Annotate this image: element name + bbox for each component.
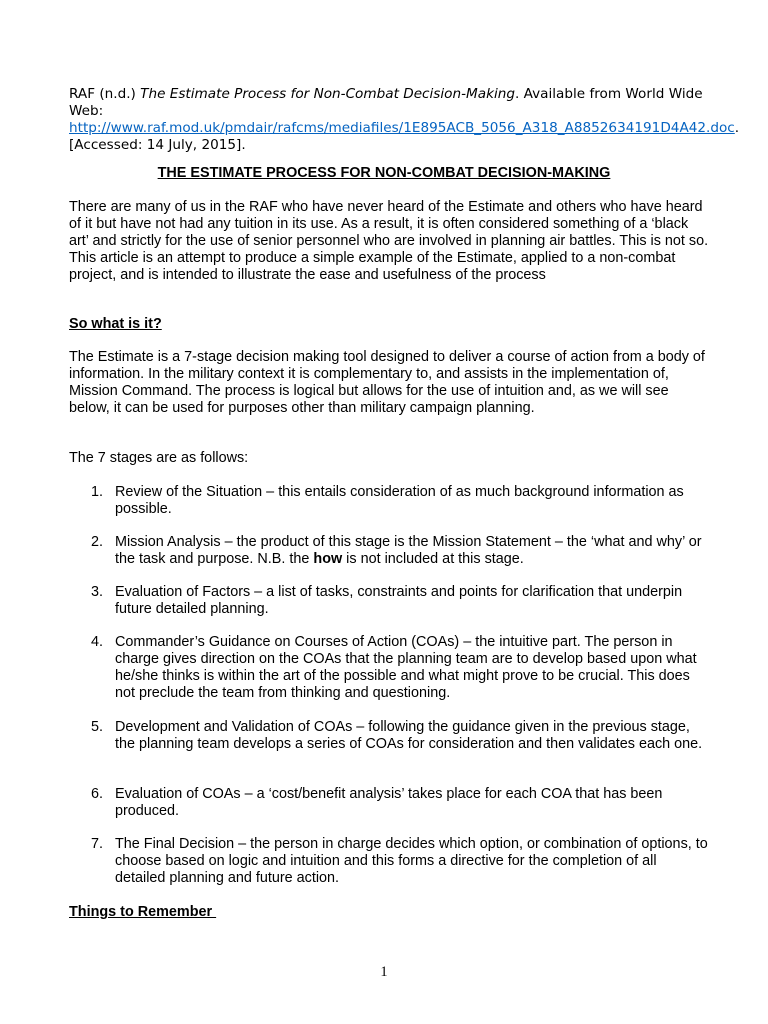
list-item-text bbox=[115, 534, 709, 568]
list-item-number: 3. bbox=[91, 584, 104, 600]
list-item-text-after: is not included at this stage. bbox=[342, 551, 524, 567]
section-paragraph-what-is-it: The Estimate is a 7-stage decision making tool designed to deliver a course of action from a body of information. In the military context it is complementary to, and assists in the implementation of, Mission Command. The process is logical but allows for the use of intuition and, as we will see below, it can be used for purposes other than military campaign planning. bbox=[69, 349, 705, 416]
list-item-number: 2. bbox=[91, 534, 104, 550]
list-item-text: The Final Decision – the person in charge decides which option, or combination of options, to choose based on logic and intuition and this forms a directive for the completion of all detailed planning and future action. bbox=[115, 836, 708, 886]
citation-prefix: RAF (n.d.) bbox=[69, 86, 141, 102]
document-title: THE ESTIMATE PROCESS FOR NON-COMBAT DECISION-MAKING bbox=[157, 165, 611, 181]
citation bbox=[69, 86, 740, 154]
page-number: 1 bbox=[380, 964, 388, 980]
list-item-text: Development and Validation of COAs – following the guidance given in the previous stage, the planning team develops a series of COAs for consideration and then validates each one. bbox=[115, 719, 703, 752]
list-item-text: Review of the Situation – this entails consideration of as much background information as possible. bbox=[115, 484, 684, 517]
list-item-text: Evaluation of Factors – a list of tasks, constraints and points for clarification that underpin future detailed planning. bbox=[115, 584, 683, 617]
list-item-bold-word: how bbox=[313, 551, 343, 567]
list-item-number: 5. bbox=[91, 719, 104, 735]
intro-paragraph: There are many of us in the RAF who have never heard of the Estimate and others who have heard of it but have not had any tuition in its use. As a result, it is often considered something of a ‘black art’ and strictly for the use of senior personnel who are involved in planning air battles. This is not so. This article is an attempt to produce a simple example of the Estimate, applied to a non-combat project, and is intended to illustrate the ease and usefulness of the process bbox=[69, 199, 709, 283]
citation-middle: . Available from World Wide Web: bbox=[69, 86, 703, 119]
list-item-number: 1. bbox=[91, 484, 104, 500]
citation-link[interactable]: http://www.raf.mod.uk/pmdair/rafcms/mediafiles/1E895ACB_5056_A318_A8852634191D4A42.doc bbox=[69, 120, 735, 136]
list-item-text: Evaluation of COAs – a ‘cost/benefit analysis’ takes place for each COA that has been produced. bbox=[115, 786, 663, 819]
list-item-text: Commander’s Guidance on Courses of Action (COAs) – the intuitive part. The person in charge gives direction on the COAs that the planning team are to develop based upon what he/she thinks is within the art of the possible and what might prove to be crucial. This does not preclude the team from thinking and questioning. bbox=[115, 634, 697, 701]
section-heading-things-to-remember: Things to Remember bbox=[69, 904, 217, 920]
citation-title: The Estimate Process for Non-Combat Decision-Making bbox=[140, 86, 515, 102]
section-heading-what-is-it: So what is it? bbox=[69, 316, 162, 332]
stages-intro: The 7 stages are as follows: bbox=[69, 450, 249, 466]
list-item-number: 7. bbox=[91, 836, 104, 852]
list-item-number: 6. bbox=[91, 786, 104, 802]
list-item-number: 4. bbox=[91, 634, 104, 650]
list-item-text-before: Mission Analysis – the product of this stage is the Mission Statement – the ‘what and why’ or the task and purpose. N.B. the bbox=[115, 534, 702, 567]
citation-suffix: . [Accessed: 14 July, 2015]. bbox=[69, 120, 740, 153]
